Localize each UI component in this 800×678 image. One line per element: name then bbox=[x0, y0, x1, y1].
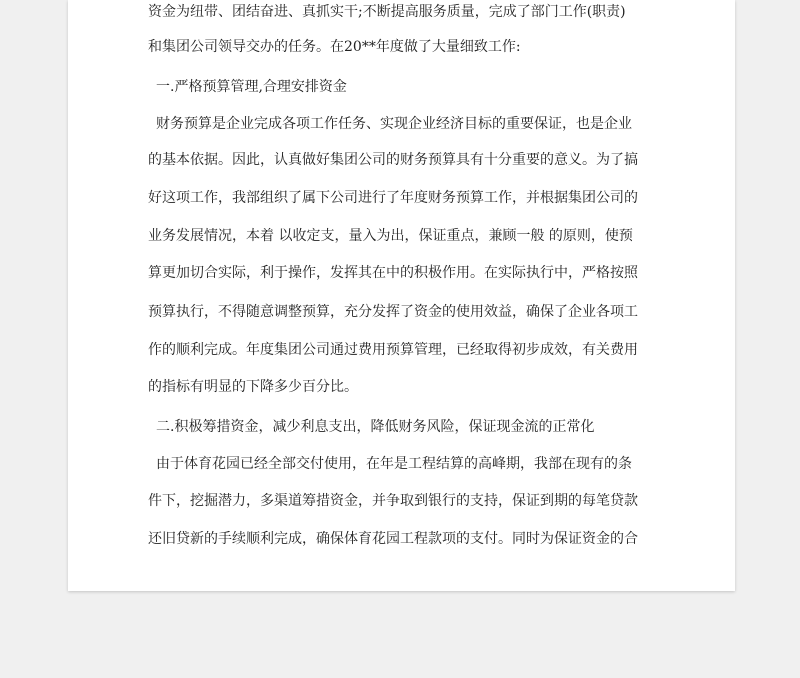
text-line: 预算执行，不得随意调整预算，充分发挥了资金的使用效益，确保了企业各项工 bbox=[148, 304, 638, 320]
text-line: 算更加切合实际，利于操作，发挥其在中的积极作用。在实际执行中，严格按照 bbox=[148, 265, 638, 281]
text-line: 财务预算是企业完成各项工作任务、实现企业经济目标的重要保证，也是企业 bbox=[156, 116, 632, 132]
text-line: 的基本依据。因此，认真做好集团公司的财务预算具有十分重要的意义。为了搞 bbox=[148, 152, 638, 168]
text-line: 的指标有明显的下降多少百分比。 bbox=[148, 379, 358, 395]
section-heading: 一.严格预算管理,合理安排资金 bbox=[156, 79, 347, 95]
text-line: 资金为纽带、团结奋进、真抓实干;不断提高服务质量，完成了部门工作(职责) bbox=[148, 4, 626, 20]
text-line: 作的顺利完成。年度集团公司通过费用预算管理，已经取得初步成效，有关费用 bbox=[148, 342, 638, 358]
text-line: 好这项工作，我部组织了属下公司进行了年度财务预算工作，并根据集团公司的 bbox=[148, 190, 638, 206]
section-heading: 二.积极筹措资金，减少利息支出，降低财务风险，保证现金流的正常化 bbox=[156, 419, 595, 435]
document-page bbox=[68, 0, 735, 591]
text-line: 业务发展情况，本着 以收定支，量入为出，保证重点，兼顾一般 的原则，使预 bbox=[148, 228, 633, 244]
text-line: 和集团公司领导交办的任务。在20**年度做了大量细致工作: bbox=[148, 39, 521, 55]
text-line: 件下，挖掘潜力，多渠道筹措资金，并争取到银行的支持，保证到期的每笔贷款 bbox=[148, 493, 638, 509]
text-line: 由于体育花园已经全部交付使用，在年是工程结算的高峰期，我部在现有的条 bbox=[156, 456, 632, 472]
text-line: 还旧贷新的手续顺利完成，确保体育花园工程款项的支付。同时为保证资金的合 bbox=[148, 531, 638, 547]
